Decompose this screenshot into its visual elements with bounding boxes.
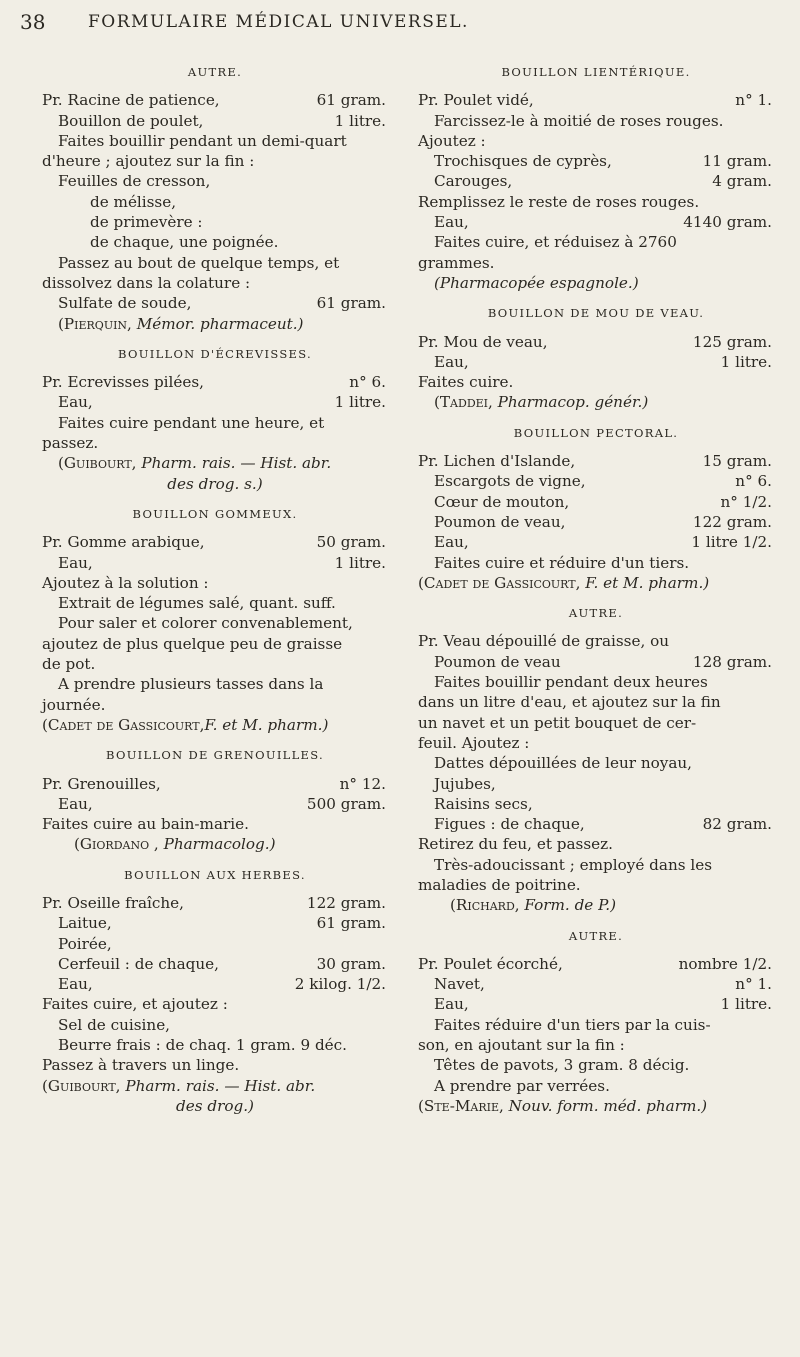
section-heading: AUTRE. [568,606,624,621]
text-line: son, en ajoutant sur la fin : [418,1036,625,1055]
text-line: Beurre frais : de chaq. 1 gram. 9 déc. [58,1036,348,1055]
text-line: de chaque, une poignée. [90,233,279,252]
text-line: Extrait de légumes salé, quant. suff. [58,594,336,613]
text-line: maladies de poitrine. [418,875,581,894]
ingredient-line: Trochisques de cyprès, 11 gram. [434,152,772,171]
ingredient-line: Poirée, [58,934,112,953]
ingredient-line: Poumon de veau, 122 gram. [434,512,772,531]
section-heading: AUTRE. [187,65,243,79]
recipe-autre-veau [418,603,774,915]
ingredient-line: Navet, n° 1. [434,975,772,994]
text-line: A prendre plusieurs tasses dans la [58,675,324,694]
text-line: grammes. [418,253,495,272]
source-citation-cont: des drog. s.) [167,474,263,493]
text-line: un navet et un petit bouquet de cer- [418,713,697,732]
text-line: Feuilles de cresson, [58,172,211,191]
ingredient-line: Sulfate de soude, 61 gram. [58,294,386,313]
source-citation: (Guibourt, Pharm. rais. — Hist. abr. [42,1076,316,1095]
section-heading: AUTRE. [568,928,624,943]
text-line: dans un litre d'eau, et ajoutez sur la fin [418,693,721,712]
text-line: Passez au bout de quelque temps, et [58,253,340,272]
ingredient-line: Pr. Mou de veau, 125 gram. [418,332,772,351]
text-line: Très-adoucissant ; employé dans les [434,855,712,874]
section-heading: BOUILLON AUX HERBES. [124,867,306,882]
ingredient-line: Cœur de mouton, n° 1/2. [434,492,772,511]
section-heading: BOUILLON DE MOU DE VEAU. [487,306,705,321]
ingredient-line: Pr. Grenouilles, n° 12. [42,774,386,793]
ingredient-line: Eau, 4140 gram. [434,213,772,232]
source-citation: (Guibourt, Pharm. rais. — Hist. abr. [58,454,332,473]
text-line: Farcissez-le à moitié de roses rouges. [434,111,724,130]
source-citation: (Richard, Form. de P.) [450,896,617,915]
ingredient-line: Pr. Ecrevisses pilées, n° 6. [42,373,386,392]
text-line: Faites cuire, et réduisez à 2760 [434,233,677,252]
ingredient-line: Pr. Oseille fraîche, 122 gram. [42,893,386,912]
text-line: Faites cuire pendant une heure, et [58,413,325,432]
section-heading: BOUILLON D'ÉCREVISSES. [118,346,312,361]
text-line: Faites bouillir pendant un demi-quart [58,131,347,150]
text-line: Ajoutez : [418,131,486,150]
ingredient-line: Laitue, 61 gram. [58,914,386,933]
text-line: Sel de cuisine, [58,1015,171,1034]
text-line: journée. [42,695,106,714]
ingredient-line: Pr. Lichen d'Islande, 15 gram. [418,452,772,471]
text-line: ajoutez de plus quelque peu de graisse [42,634,343,653]
text-line: Raisins secs, [434,794,533,813]
source-citation: (Taddei, Pharmacop. génér.) [434,393,649,412]
recipe-autre-poulet [418,926,774,1117]
text-line: Dattes dépouillées de leur noyau, [434,754,692,773]
section-heading: BOUILLON GOMMEUX. [132,506,298,521]
recipe-autre-patience [42,62,388,334]
source-citation: (Cadet de Gassicourt,F. et M. pharm.) [42,715,329,734]
text-line: passez. [42,434,99,453]
text-line: Retirez du feu, et passez. [418,835,613,854]
ingredient-line: Eau, 2 kilog. 1/2. [58,975,386,994]
source-citation: (Pierquin, Mémor. pharmaceut.) [58,314,304,333]
ingredient-line: Eau, 1 litre 1/2. [434,533,772,552]
text-line: Faites cuire et réduire d'un tiers. [434,553,690,572]
source-citation: (Cadet de Gassicourt, F. et M. pharm.) [418,573,710,592]
text-line: de mélisse, [90,192,177,211]
text-line: Passez à travers un linge. [42,1056,240,1075]
ingredient-line: Eau, 1 litre. [58,553,386,572]
ingredient-line: Escargots de vigne, n° 6. [434,472,772,491]
text-line: dissolvez dans la colature : [42,273,251,292]
ingredient-line: Eau, 1 litre. [434,995,772,1014]
text-line: Remplissez le reste de roses rouges. [418,192,700,211]
ingredient-line: Cerfeuil : de chaque, 30 gram. [58,954,386,973]
ingredient-line: Pr. Poulet vidé, n° 1. [418,91,772,110]
recipe-bouillon-ecrevisses [42,344,388,494]
recipe-bouillon-herbes [42,865,388,1117]
text-line: Faites cuire, et ajoutez : [42,995,228,1014]
source-citation: (Ste-Marie, Nouv. form. méd. pharm.) [418,1096,708,1115]
ingredient-line: Pr. Poulet écorché, nombre 1/2. [418,954,772,973]
text-line: A prendre par verrées. [434,1076,610,1095]
text-line: Faites bouillir pendant deux heures [434,673,708,692]
ingredient-line: Pr. Gomme arabique, 50 gram. [42,533,386,552]
ingredient-line: Eau, 1 litre. [434,352,772,371]
section-heading: BOUILLON DE GRENOUILLES. [106,748,324,763]
ingredient-line: Eau, 500 gram. [58,794,386,813]
recipe-bouillon-grenouilles [42,745,388,854]
source-citation-cont: des drog.) [176,1096,254,1115]
text-line: Ajoutez à la solution : [42,573,209,592]
section-heading: BOUILLON PECTORAL. [513,425,679,440]
ingredient-line: Figues : de chaque, 82 gram. [434,815,772,834]
text-line: de primevère : [90,213,203,232]
text-line: Jujubes, [434,774,496,793]
text-line: Pr. Veau dépouillé de graisse, ou [418,632,670,651]
text-line: Faites cuire au bain-marie. [42,815,249,834]
ingredient-line: Eau, 1 litre. [58,393,386,412]
section-heading: BOUILLON LIENTÉRIQUE. [501,65,691,79]
right-column [418,62,774,1116]
ingredient-line: Poumon de veau 128 gram. [434,652,772,671]
source-citation: (Pharmacopée espagnole.) [434,273,639,292]
text-line: Têtes de pavots, 3 gram. 8 décig. [434,1056,690,1075]
left-column [42,62,388,1116]
text-line: Faites réduire d'un tiers par la cuis- [434,1015,711,1034]
text-line: de pot. [42,655,96,674]
text-line: Faites cuire. [418,373,514,392]
text-line: Pour saler et colorer convenablement, [58,614,353,633]
text-line: d'heure ; ajoutez sur la fin : [42,152,255,171]
ingredient-line: Pr. Racine de patience, 61 gram. [42,91,386,110]
ingredient-line: Carouges, 4 gram. [434,172,772,191]
running-title: FORMULAIRE MÉDICAL UNIVERSEL. [88,12,469,32]
source-citation: (Giordano , Pharmacolog.) [74,835,276,854]
recipe-bouillon-gommeux [42,504,388,735]
text-line: feuil. Ajoutez : [418,733,530,752]
recipe-bouillon-mou-de-veau [418,303,774,412]
recipe-bouillon-lienterique [418,62,774,293]
recipe-bouillon-pectoral [418,423,774,593]
page-number: 38 [20,10,46,34]
ingredient-line: Bouillon de poulet, 1 litre. [58,111,386,130]
